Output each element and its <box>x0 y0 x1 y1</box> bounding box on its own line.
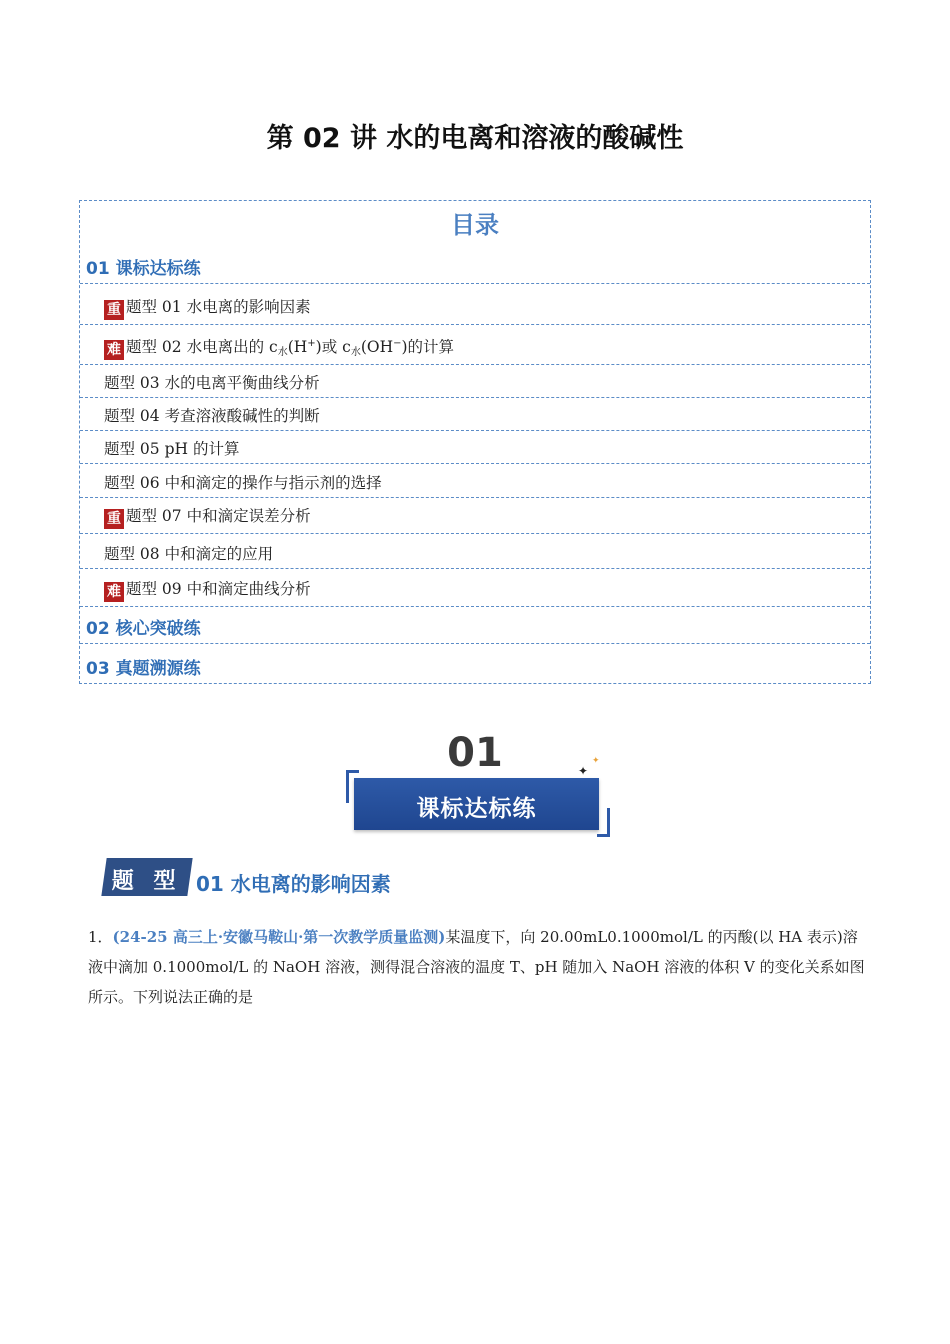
toc-item-label: 题型 09 中和滴定曲线分析 <box>126 580 311 598</box>
difficult-tag: 难 <box>104 582 124 602</box>
toc-item-04[interactable] <box>80 397 870 431</box>
toc-item-06[interactable] <box>80 463 870 498</box>
question-type-tag <box>101 858 192 896</box>
key-tag: 重 <box>104 300 124 320</box>
toc-item-01[interactable] <box>80 283 870 325</box>
document-title: 第 02 讲 水的电离和溶液的酸碱性 <box>266 123 684 154</box>
table-of-contents <box>79 200 871 684</box>
difficult-tag: 难 <box>104 340 124 360</box>
question-text: 某温度下，向 20.00mL0.1000mol/L 的丙酸(以 HA 表示)溶液中滴加 0.1000mol/L 的 NaOH 溶液，测得混合溶液的温度 T、pH 随加入 NaOH 溶液的体积 V 的变化关系如图所示。下列说法正确的是 <box>88 928 865 1006</box>
toc-section-01[interactable] <box>80 201 870 284</box>
toc-item-label: 题型 08 中和滴定的应用 <box>104 545 274 563</box>
toc-item-03[interactable] <box>80 364 870 398</box>
question-1 <box>88 922 868 1012</box>
bracket-decoration <box>597 808 610 837</box>
toc-item-label: 题型 03 水的电离平衡曲线分析 <box>104 374 320 392</box>
sparkle-icon: ✦ <box>578 764 589 778</box>
toc-item-label: 题型 07 中和滴定误差分析 <box>126 507 311 525</box>
section-banner-text: 课标达标练 <box>416 796 537 822</box>
toc-item-02[interactable]: 难 题型 02 水电离出的 $c_水(H^+)$或 $c_水(OH^-)$的计算 <box>80 324 870 365</box>
toc-item-label: 题型 04 考查溶液酸碱性的判断 <box>104 407 320 425</box>
section-badge <box>340 730 620 840</box>
question-number: 1． <box>88 928 113 946</box>
toc-item-05[interactable] <box>80 430 870 464</box>
toc-item-07[interactable] <box>80 497 870 534</box>
key-tag: 重 <box>104 509 124 529</box>
question-source: (24-25 高三上·安徽马鞍山·第一次教学质量监测) <box>112 928 446 946</box>
question-type-title: 01 水电离的影响因素 <box>196 872 391 896</box>
sparkle-icon: ✦ <box>592 756 600 766</box>
section-banner <box>354 778 599 830</box>
question-type-tag-text: 题 型 <box>111 868 182 894</box>
toc-item-08[interactable] <box>80 533 870 569</box>
toc-section-03[interactable] <box>80 643 870 683</box>
toc-section-02[interactable] <box>80 606 870 644</box>
toc-section-label: 01 课标达标练 <box>86 259 201 279</box>
toc-item-label: 题型 01 水电离的影响因素 <box>126 298 311 316</box>
toc-heading: 目录 <box>451 211 499 239</box>
toc-item-label: 题型 05 pH 的计算 <box>104 440 240 458</box>
toc-item-09[interactable] <box>80 568 870 607</box>
toc-item-label: 题型 06 中和滴定的操作与指示剂的选择 <box>104 474 382 492</box>
section-number: 01 <box>447 730 503 776</box>
toc-section-label: 02 核心突破练 <box>86 619 201 639</box>
toc-section-label: 03 真题溯源练 <box>86 659 201 679</box>
